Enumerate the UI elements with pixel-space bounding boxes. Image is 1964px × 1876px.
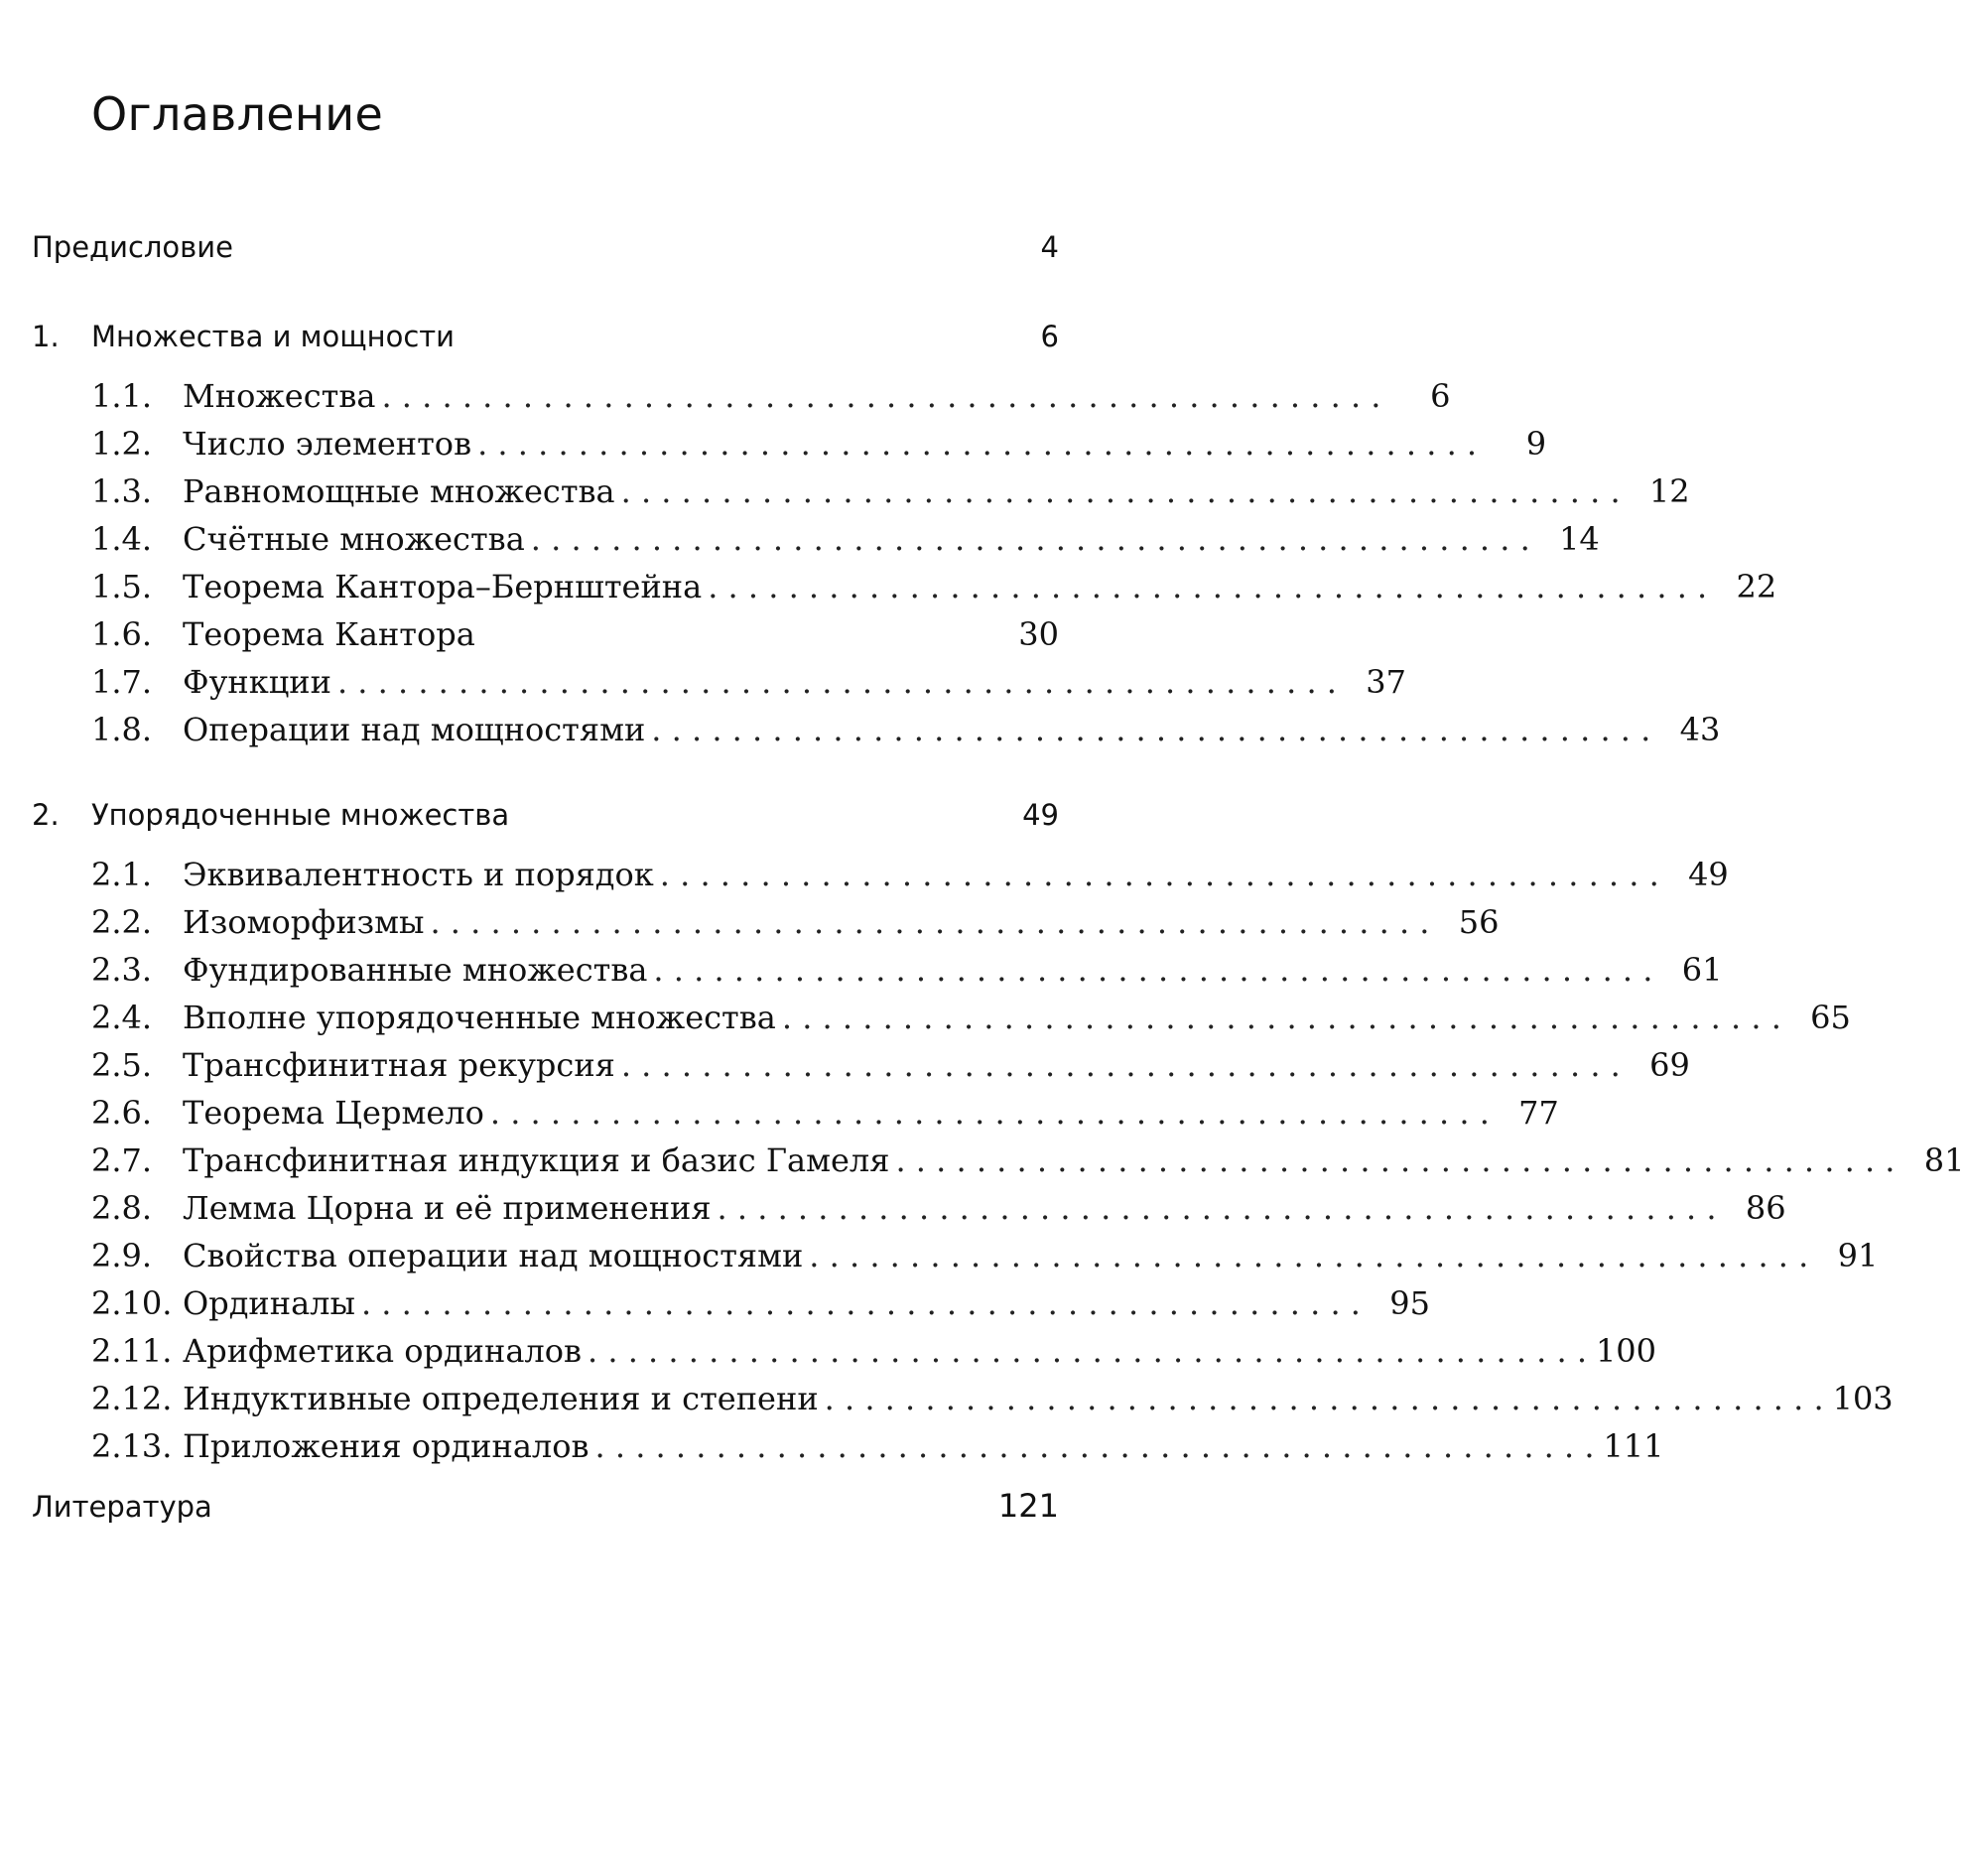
toc-section-2-9[interactable]: [91, 1237, 1879, 1280]
dot-leader: . . . . . . . . . . . . . . . . . . . . . . . . . . . . . . . . . . . . . . . . . . . . . . . . . .: [651, 711, 1651, 748]
section-title: Число элементов: [183, 425, 472, 463]
toc-section-2-6[interactable]: [91, 1094, 1559, 1138]
dot-leader: [481, 615, 989, 653]
section-page: 81: [1923, 1141, 1964, 1179]
section-number: 1.8.: [91, 711, 153, 748]
toc-chapter-1[interactable]: [32, 320, 1059, 359]
chapter-title: Упорядоченные множества: [91, 798, 510, 832]
toc-section-1-1[interactable]: [91, 377, 1451, 421]
section-number: 2.2.: [91, 903, 153, 941]
dot-leader: . . . . . . . . . . . . . . . . . . . . . . . . . . . . . . . . . . . . . . . . . . . . . . . . . .: [477, 425, 1478, 463]
section-number: 2.4.: [91, 999, 153, 1036]
chapter-number: 2.: [32, 798, 60, 832]
section-title: Множества: [183, 377, 376, 415]
section-number: 2.6.: [91, 1094, 153, 1132]
section-number: 1.5.: [91, 568, 153, 605]
toc-section-1-3[interactable]: [91, 472, 1690, 516]
toc-section-2-1[interactable]: [91, 856, 1729, 899]
section-title: Операции над мощностями: [183, 711, 646, 748]
section-title: Трансфинитная рекурсия: [183, 1046, 615, 1084]
section-title: Лемма Цорна и её применения: [183, 1189, 712, 1227]
toc-section-1-2[interactable]: [91, 425, 1547, 469]
toc-section-2-10[interactable]: [91, 1284, 1430, 1328]
chapter-page: 6: [1040, 320, 1059, 353]
toc-heading: Оглавление: [91, 87, 384, 141]
section-page: 77: [1518, 1094, 1559, 1132]
dot-leader: . . . . . . . . . . . . . . . . . . . . . . . . . . . . . . . . . . . . . . . . . . . . . . . . . .: [588, 1332, 1588, 1370]
section-number: 2.3.: [91, 951, 153, 989]
dot-leader: . . . . . . . . . . . . . . . . . . . . . . . . . . . . . . . . . . . . . . . . . . . . . . . . . .: [430, 903, 1430, 941]
dot-leader: . . . . . . . . . . . . . . . . . . . . . . . . . . . . . . . . . . . . . . . . . . . . . . . . . .: [381, 377, 1381, 415]
toc-section-1-4[interactable]: [91, 520, 1600, 564]
section-page: 65: [1810, 999, 1851, 1036]
section-number: 2.13.: [91, 1427, 173, 1465]
chapter-page: 49: [1022, 798, 1059, 832]
dot-leader: . . . . . . . . . . . . . . . . . . . . . . . . . . . . . . . . . . . . . . . . . . . . . . . . . .: [336, 663, 1337, 701]
dot-leader: . . . . . . . . . . . . . . . . . . . . . . . . . . . . . . . . . . . . . . . . . . . . . . . . . .: [620, 472, 1621, 510]
toc-section-2-8[interactable]: [91, 1189, 1786, 1233]
toc-section-1-7[interactable]: [91, 663, 1406, 707]
chapter-title: Множества и мощности: [91, 320, 455, 353]
section-title: Вполне упорядоченные множества: [183, 999, 776, 1036]
section-page: 61: [1681, 951, 1723, 989]
dot-leader: . . . . . . . . . . . . . . . . . . . . . . . . . . . . . . . . . . . . . . . . . . . . . . . . . .: [824, 1380, 1824, 1417]
section-title: Изоморфизмы: [183, 903, 425, 941]
section-page: 100: [1595, 1332, 1657, 1370]
section-title: Теорема Кантора: [183, 615, 475, 653]
dot-leader: . . . . . . . . . . . . . . . . . . . . . . . . . . . . . . . . . . . . . . . . . . . . . . . . . .: [781, 999, 1781, 1036]
section-number: 2.7.: [91, 1141, 153, 1179]
section-page: 6: [1430, 377, 1451, 415]
dot-leader: . . . . . . . . . . . . . . . . . . . . . . . . . . . . . . . . . . . . . . . . . . . . . . . . . .: [530, 520, 1530, 558]
section-number: 2.1.: [91, 856, 153, 893]
section-number: 2.5.: [91, 1046, 153, 1084]
section-page: 49: [1688, 856, 1729, 893]
toc-section-2-11[interactable]: [91, 1332, 1657, 1376]
section-page: 86: [1745, 1189, 1786, 1227]
toc-section-2-7[interactable]: [91, 1141, 1964, 1185]
section-page: 30: [1018, 615, 1059, 653]
toc-section-1-8[interactable]: [91, 711, 1721, 754]
dot-leader: . . . . . . . . . . . . . . . . . . . . . . . . . . . . . . . . . . . . . . . . . . . . . . . . . .: [594, 1427, 1595, 1465]
dot-leader: . . . . . . . . . . . . . . . . . . . . . . . . . . . . . . . . . . . . . . . . . . . . . . . . . .: [895, 1141, 1896, 1179]
section-page: 12: [1648, 472, 1690, 510]
section-number: 1.7.: [91, 663, 153, 701]
dot-leader: . . . . . . . . . . . . . . . . . . . . . . . . . . . . . . . . . . . . . . . . . . . . . . . . . .: [717, 1189, 1717, 1227]
section-number: 1.1.: [91, 377, 153, 415]
section-number: 1.3.: [91, 472, 153, 510]
section-page: 22: [1736, 568, 1777, 605]
section-title: Арифметика ординалов: [183, 1332, 582, 1370]
references-page: 121: [997, 1487, 1059, 1525]
dot-leader: . . . . . . . . . . . . . . . . . . . . . . . . . . . . . . . . . . . . . . . . . . . . . . . . . .: [809, 1237, 1809, 1274]
section-number: 2.11.: [91, 1332, 173, 1370]
toc-preface[interactable]: [32, 230, 1059, 270]
section-title: Свойства операции над мощностями: [183, 1237, 804, 1274]
section-page: 69: [1649, 1046, 1690, 1084]
toc-section-2-13[interactable]: [91, 1427, 1664, 1471]
toc-chapter-2[interactable]: [32, 798, 1059, 838]
section-title: Трансфинитная индукция и базис Гамеля: [183, 1141, 890, 1179]
toc-section-2-4[interactable]: [91, 999, 1851, 1042]
section-page: 37: [1366, 663, 1406, 701]
section-title: Эквивалентность и порядок: [183, 856, 654, 893]
dot-leader: . . . . . . . . . . . . . . . . . . . . . . . . . . . . . . . . . . . . . . . . . . . . . . . . . .: [489, 1094, 1490, 1132]
section-page: 95: [1389, 1284, 1430, 1322]
dot-leader: . . . . . . . . . . . . . . . . . . . . . . . . . . . . . . . . . . . . . . . . . . . . . . . . . .: [708, 568, 1708, 605]
section-page: 103: [1832, 1380, 1894, 1417]
section-number: 2.12.: [91, 1380, 173, 1417]
section-number: 1.2.: [91, 425, 153, 463]
section-title: Равномощные множества: [183, 472, 615, 510]
section-title: Теорема Кантора–Бернштейна: [183, 568, 703, 605]
section-page: 111: [1603, 1427, 1664, 1465]
toc-references[interactable]: [32, 1487, 1059, 1527]
section-title: Фундированные множества: [183, 951, 648, 989]
toc-section-1-5[interactable]: [91, 568, 1777, 611]
chapter-number: 1.: [32, 320, 60, 353]
section-page: 43: [1679, 711, 1721, 748]
section-number: 1.6.: [91, 615, 153, 653]
references-title: Литература: [32, 1490, 212, 1524]
toc-section-2-12[interactable]: [91, 1380, 1894, 1423]
toc-section-1-6[interactable]: [91, 615, 1059, 659]
dot-leader: . . . . . . . . . . . . . . . . . . . . . . . . . . . . . . . . . . . . . . . . . . . . . . . . . .: [360, 1284, 1361, 1322]
preface-page: 4: [1040, 230, 1059, 264]
section-number: 2.8.: [91, 1189, 153, 1227]
section-number: 2.10.: [91, 1284, 173, 1322]
dot-leader: . . . . . . . . . . . . . . . . . . . . . . . . . . . . . . . . . . . . . . . . . . . . . . . . . .: [653, 951, 1653, 989]
section-page: 14: [1559, 520, 1600, 558]
preface-title: Предисловие: [32, 230, 233, 264]
section-page: 9: [1525, 425, 1547, 463]
section-title: Приложения ординалов: [183, 1427, 589, 1465]
section-title: Теорема Цермело: [183, 1094, 484, 1132]
section-title: Счётные множества: [183, 520, 525, 558]
dot-leader: . . . . . . . . . . . . . . . . . . . . . . . . . . . . . . . . . . . . . . . . . . . . . . . . . .: [620, 1046, 1621, 1084]
dot-leader: . . . . . . . . . . . . . . . . . . . . . . . . . . . . . . . . . . . . . . . . . . . . . . . . . .: [659, 856, 1659, 893]
section-page: 56: [1458, 903, 1500, 941]
section-page: 91: [1837, 1237, 1879, 1274]
section-title: Индуктивные определения и степени: [183, 1380, 819, 1417]
section-number: 1.4.: [91, 520, 153, 558]
toc-section-2-5[interactable]: [91, 1046, 1690, 1090]
section-title: Ординалы: [183, 1284, 355, 1322]
section-title: Функции: [183, 663, 331, 701]
toc-section-2-2[interactable]: [91, 903, 1500, 947]
toc-section-2-3[interactable]: [91, 951, 1723, 995]
section-number: 2.9.: [91, 1237, 153, 1274]
